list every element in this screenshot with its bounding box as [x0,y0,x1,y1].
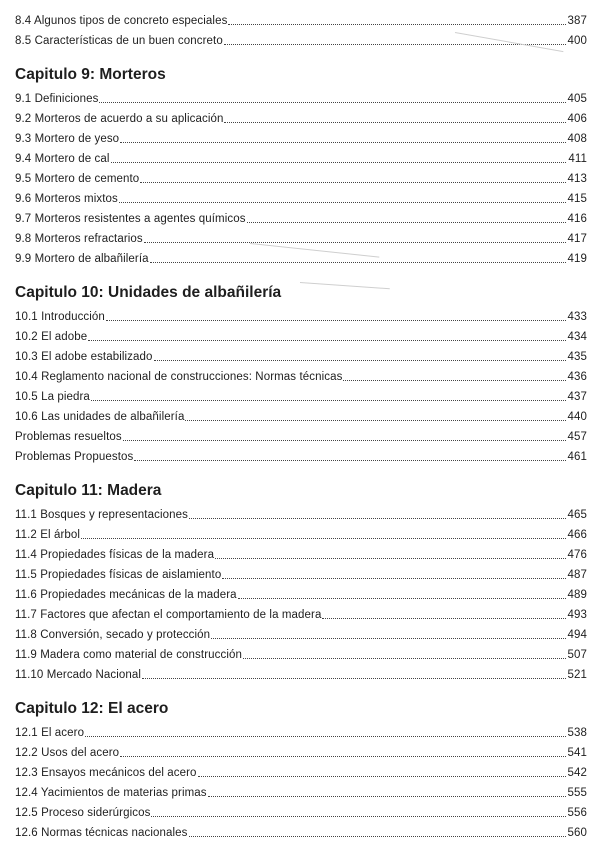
dot-leader [243,658,566,659]
dot-leader [81,538,566,539]
entry-page-number: 494 [567,629,587,641]
toc-entry [15,642,587,662]
chapter-section [15,475,587,682]
toc-entry [15,344,587,364]
chapter-heading: Capitulo 12: El acero [15,700,169,717]
chapter-heading: Capitulo 11: Madera [15,482,162,499]
entry-page-number: 507 [567,649,587,661]
dot-leader [151,816,566,817]
entry-title: 11.4 Propiedades físicas de la madera [15,549,215,561]
dot-leader [119,202,566,203]
chapters-list [15,59,587,840]
entry-title: 11.2 El árbol [15,529,81,541]
entry-page-number: 436 [567,371,587,383]
entry-page-number: 408 [567,133,587,145]
entry-title: 11.7 Factores que afectan el comportamiento de la madera [15,609,322,621]
entry-page-number: 387 [567,15,587,27]
dot-leader [238,598,566,599]
entry-title: 12.3 Ensayos mecánicos del acero [15,767,197,779]
entry-title: 11.6 Propiedades mecánicas de la madera [15,589,237,601]
entry-page-number: 411 [568,153,587,165]
dot-leader [140,182,566,183]
toc-entry [15,760,587,780]
entry-title: 11.5 Propiedades físicas de aislamiento [15,569,222,581]
toc-entry [15,522,587,542]
toc-entry [15,800,587,820]
entry-title: 8.5 Características de un buen concreto [15,35,223,47]
toc-entry [15,106,587,126]
entry-title: 9.6 Morteros mixtos [15,193,118,205]
toc-entry [15,720,587,740]
entry-title: 8.4 Algunos tipos de concreto especiales [15,15,228,27]
toc-entry [15,304,587,324]
entry-title: 9.2 Morteros de acuerdo a su aplicación [15,113,224,125]
entry-title: 10.3 El adobe estabilizado [15,351,153,363]
entry-page-number: 560 [567,827,587,839]
leading-entries [15,8,587,48]
dot-leader [134,460,566,461]
entry-page-number: 435 [567,351,587,363]
entry-title: 10.5 La piedra [15,391,90,403]
entry-title: 9.3 Mortero de yeso [15,133,120,145]
entry-page-number: 465 [567,509,587,521]
entry-title: 9.5 Mortero de cemento [15,173,140,185]
toc-entry [15,364,587,384]
chapter-section [15,693,587,840]
entry-page-number: 521 [567,669,587,681]
dot-leader [85,736,566,737]
entry-title: 12.6 Normas técnicas nacionales [15,827,188,839]
entry-title: 9.1 Definiciones [15,93,99,105]
dot-leader [120,756,566,757]
toc-entry [15,582,587,602]
entry-page-number: 466 [567,529,587,541]
dot-leader [208,796,566,797]
entry-title: 10.4 Reglamento nacional de construcciones: Normas técnicas [15,371,343,383]
dot-leader [189,518,566,519]
toc-entry [15,780,587,800]
toc-entry [15,186,587,206]
dot-leader [106,320,566,321]
entry-page-number: 433 [567,311,587,323]
entry-title: Problemas resueltos [15,431,122,443]
dot-leader [123,440,566,441]
entry-page-number: 434 [567,331,587,343]
entry-title: 12.1 El acero [15,727,85,739]
entry-title: 12.2 Usos del acero [15,747,120,759]
toc-entry [15,384,587,404]
entry-title: 12.4 Yacimientos de materias primas [15,787,207,799]
entry-page-number: 461 [567,451,587,463]
dot-leader [224,44,566,45]
dot-leader [228,24,566,25]
entry-page-number: 437 [567,391,587,403]
toc-entry [15,542,587,562]
entry-page-number: 556 [567,807,587,819]
toc-entry [15,28,587,48]
entry-title: 9.9 Mortero de albañilería [15,253,149,265]
toc-entry [15,146,587,166]
toc-entry [15,820,587,840]
dot-leader [222,578,566,579]
toc-entry [15,404,587,424]
entry-page-number: 541 [567,747,587,759]
dot-leader [150,262,566,263]
entry-title: 9.8 Morteros refractarios [15,233,143,245]
dot-leader [343,380,566,381]
entry-page-number: 457 [567,431,587,443]
toc-entry [15,740,587,760]
entry-page-number: 415 [567,193,587,205]
entry-page-number: 405 [567,93,587,105]
entry-title: 9.4 Mortero de cal [15,153,110,165]
dot-leader [111,162,567,163]
entry-page-number: 538 [567,727,587,739]
entry-page-number: 416 [567,213,587,225]
dot-leader [144,242,566,243]
entry-page-number: 489 [567,589,587,601]
entry-title: 12.5 Proceso siderúrgicos [15,807,151,819]
toc-entry [15,502,587,522]
entry-title: 9.7 Morteros resistentes a agentes químicos [15,213,246,225]
dot-leader [211,638,566,639]
dot-leader [185,420,566,421]
entry-page-number: 487 [567,569,587,581]
entry-page-number: 440 [567,411,587,423]
entry-title: 11.1 Bosques y representaciones [15,509,188,521]
dot-leader [88,340,566,341]
dot-leader [154,360,566,361]
chapter-section [15,277,587,464]
entry-page-number: 413 [567,173,587,185]
entry-title: 10.6 Las unidades de albañilería [15,411,185,423]
dot-leader [215,558,566,559]
toc-entry [15,562,587,582]
toc-entry [15,8,587,28]
entry-page-number: 476 [567,549,587,561]
entry-title: 10.1 Introducción [15,311,105,323]
entry-title: 11.8 Conversión, secado y protección [15,629,211,641]
entry-title: Problemas Propuestos [15,451,134,463]
toc-entry [15,166,587,186]
toc-entry [15,86,587,106]
toc-entry [15,324,587,344]
entry-page-number: 542 [567,767,587,779]
dot-leader [224,122,566,123]
entry-title: 11.9 Madera como material de construcción [15,649,242,661]
chapter-heading: Capitulo 10: Unidades de albañilería [15,284,282,301]
toc-entry [15,662,587,682]
toc-entry [15,226,587,246]
dot-leader [91,400,566,401]
dot-leader [189,836,567,837]
toc-entry [15,444,587,464]
dot-leader [120,142,566,143]
entry-title: 11.10 Mercado Nacional [15,669,142,681]
toc-entry [15,602,587,622]
entry-page-number: 400 [567,35,587,47]
toc-entry [15,206,587,226]
table-of-contents [15,8,587,840]
chapter-section [15,59,587,266]
entry-page-number: 406 [567,113,587,125]
dot-leader [142,678,566,679]
entry-page-number: 493 [567,609,587,621]
chapter-heading: Capitulo 9: Morteros [15,66,166,83]
dot-leader [322,618,566,619]
dot-leader [99,102,566,103]
dot-leader [198,776,566,777]
toc-entry [15,424,587,444]
entry-page-number: 417 [567,233,587,245]
entry-title: 10.2 El adobe [15,331,88,343]
entry-page-number: 419 [567,253,587,265]
dot-leader [247,222,566,223]
toc-entry [15,622,587,642]
toc-entry [15,126,587,146]
entry-page-number: 555 [567,787,587,799]
